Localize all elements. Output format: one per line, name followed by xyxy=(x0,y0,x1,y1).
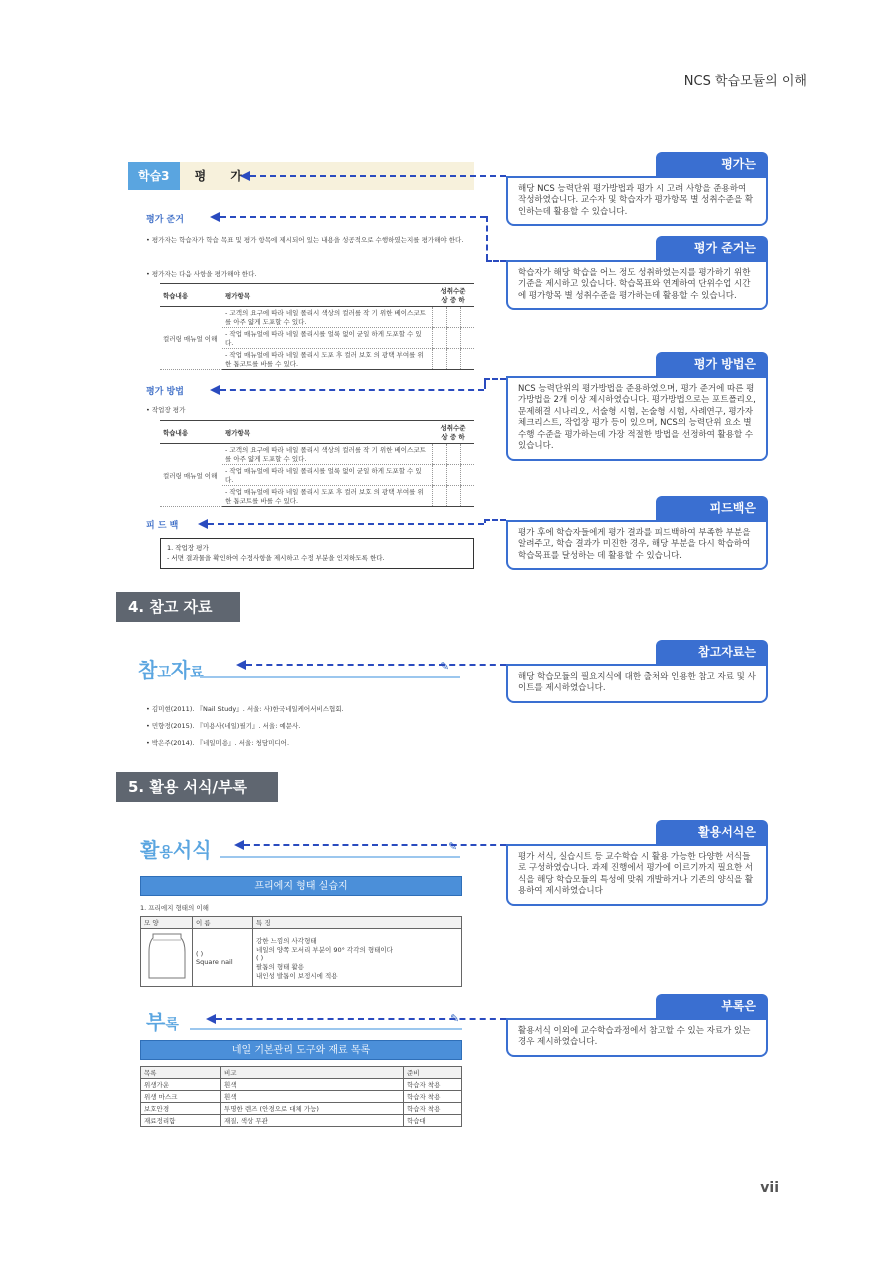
feedback-box xyxy=(160,538,474,569)
form-table: 모 양 이 름 특 징 ( ) Square nail 강한 느낌의 사각형태 네일의 양쪽 모서리 부분이 90° 각각의 형태이다 ( ) 팔톱의 형태 활용 내인성 발톱이 보정시에 적용 xyxy=(140,916,462,987)
arrow-icon xyxy=(198,519,208,529)
reference-item: • 김미현(2011). 『Nail Study』. 서울: 사)한국네일케어서비스협회. xyxy=(146,705,344,713)
arrow-icon xyxy=(240,171,250,181)
col-level: 성취수준 xyxy=(440,287,466,295)
nail-name-cell: ( ) Square nail xyxy=(193,929,253,987)
table-row: - 작업 매뉴얼에 따라 네일 폴리시를 얼룩 없이 균일 하게 도포할 수 있다. xyxy=(222,465,432,486)
pencil-icon: ✎ xyxy=(450,1012,460,1025)
table-row: 재료정리함 재질, 색상 무관 학습대 xyxy=(141,1115,462,1127)
table-content-cell: 컬러링 매뉴얼 이해 xyxy=(160,307,222,370)
criteria-bullet-1: • 평가자는 학습자가 학습 목표 및 평가 항목에 제시되어 있는 내용을 성공적으로 수행하였는지를 평가해야 한다. xyxy=(146,236,464,244)
reference-item: • 민향정(2015). 『미용사(네일)필기』. 서울: 예문사. xyxy=(146,722,301,730)
table-row: - 고객의 요구에 따라 네일 폴리시 색상의 컬러를 작 기 위한 베이스코트를 아주 얇게 도포할 수 있다. xyxy=(222,444,432,465)
table-row: - 작업 매뉴얼에 따라 네일 폴리시 도포 후 컬러 보호 의 광택 부여를 위한 톱코트를 바를 수 있다. xyxy=(222,486,432,507)
feedback-label: 피 드 백 xyxy=(146,521,179,531)
col-levels: 상 중 하 xyxy=(441,433,465,441)
form-underline xyxy=(220,856,460,858)
callout-box-appendix: 활용서식 이외에 교수학습과정에서 참고할 수 있는 자료가 있는 경우 제시하였습니다. xyxy=(506,1018,768,1057)
connector-references xyxy=(246,664,506,666)
form-caption: 1. 프리에지 형태의 이해 xyxy=(140,904,209,912)
section-4-heading: 4. 참고 자료 xyxy=(116,592,240,622)
connector-forms xyxy=(244,844,506,846)
feedback-line-2: - 서면 결과물을 확인하여 수정사항을 제시하고 수정 부분을 인지하도록 한다. xyxy=(167,554,385,563)
appendix-underline xyxy=(190,1028,462,1030)
table-row: 위생가운 흰색 학습자 착용 xyxy=(141,1079,462,1091)
callout-tab-method: 평가 방법은 xyxy=(656,352,768,376)
callout-box-forms: 평가 서식, 실습시트 등 교수학습 시 활용 가능한 다양한 서식들로 구성하였습니다. 과제 진행에서 평가에 이르기까지 필요한 서식을 해당 학습모듈의 특성에 맞춰 개발하거나 기존의 양식을 활용하여 제시하였습니다 xyxy=(506,844,768,906)
callout-tab-evaluation: 평가는 xyxy=(656,152,768,176)
connector-evaluation xyxy=(250,175,506,177)
callout-box-criteria: 학습자가 해당 학습을 어느 정도 성취하였는지를 평가하기 위한 기준을 제시하고 있습니다. 학습목표와 연계하여 단위수업 시간에 평가항목 별 성취수준을 평가하는데 활용할 수 있습니다. xyxy=(506,260,768,310)
callout-box-evaluation: 해당 NCS 능력단위 평가방법과 평가 시 고려 사항을 준용하여 작성하였습니다. 교수자 및 학습자가 평가항목 별 성취수준을 확인하는데 활용할 수 있습니다. xyxy=(506,176,768,226)
appendix-deco-title: 부록 xyxy=(146,1010,179,1034)
reference-item: • 박은주(2014). 『네일미용』. 서울: 청담미디어. xyxy=(146,739,290,747)
callout-box-references: 해당 학습모듈의 필요지식에 대한 출처와 인용한 참고 자료 및 사이트를 제시하였습니다. xyxy=(506,664,768,703)
feedback-line-1: 1. 작업장 평가 xyxy=(167,544,209,552)
references-deco-title: 참고자료 xyxy=(138,658,204,682)
table-row: - 고객의 요구에 따라 네일 폴리시 색상의 컬러를 작 기 위한 베이스코트를 아주 얇게 도포할 수 있다. xyxy=(222,307,432,328)
method-table xyxy=(160,420,474,507)
arrow-icon xyxy=(236,660,246,670)
col-item: 평가항목 xyxy=(222,421,432,444)
callout-tab-appendix: 부록은 xyxy=(656,994,768,1018)
criteria-table xyxy=(160,283,474,370)
table-row: - 작업 매뉴얼에 따라 네일 폴리시를 얼룩 없이 균일 하게 도포할 수 있다. xyxy=(222,328,432,349)
pencil-icon: ✎ xyxy=(448,840,458,853)
table-row: - 작업 매뉴얼에 따라 네일 폴리시 도포 후 컬러 보호 의 광택 부여를 위한 톱코트를 바를 수 있다. xyxy=(222,349,432,370)
square-nail-icon xyxy=(145,932,189,982)
section-5-heading: 5. 활용 서식/부록 xyxy=(116,772,278,802)
references-underline xyxy=(200,676,460,678)
callout-tab-references: 참고자료는 xyxy=(656,640,768,664)
callout-box-method: NCS 능력단위의 평가방법을 준용하였으며, 평가 준거에 따른 평가방법을 2개 이상 제시하였습니다. 평가방법으로는 포트폴리오, 문제해결 시나리오, 서술형 시험, 논술형 시험, 사례연구, 평가자 체크리스트, 작업장 평가 등이 있으며, NCS의 능력단위 요소 별 수행 수준을 평가하는데 가장 적절한 방법을 선정하여 활용할 수 있습니다. xyxy=(506,376,768,461)
connector-appendix xyxy=(216,1018,506,1020)
table-row: 위생 마스크 흰색 학습자 착용 xyxy=(141,1091,462,1103)
table-row: 보호안경 투명한 렌즈 (안경으로 대체 가능) 학습자 착용 xyxy=(141,1103,462,1115)
appendix-title-bar: 네일 기본관리 도구와 재료 목록 xyxy=(140,1040,462,1060)
col-level: 성취수준 xyxy=(440,424,466,432)
form-deco-title: 활용서식 xyxy=(140,838,212,862)
nail-features-cell: 강한 느낌의 사각형태 네일의 양쪽 모서리 부분이 90° 각각의 형태이다 ( ) 팔톱의 형태 활용 내인성 발톱이 보정시에 적용 xyxy=(253,929,462,987)
connector-criteria xyxy=(220,216,486,218)
arrow-icon xyxy=(206,1014,216,1024)
table-content-cell: 컬러링 매뉴얼 이해 xyxy=(160,444,222,507)
col-item: 평가항목 xyxy=(222,284,432,307)
nail-shape-illustration xyxy=(141,929,193,987)
col-content: 학습내용 xyxy=(160,421,222,444)
callout-tab-forms: 활용서식은 xyxy=(656,820,768,844)
connector-method xyxy=(220,389,484,391)
criteria-label: 평가 준거 xyxy=(146,215,184,225)
learning-badge: 학습3 xyxy=(128,162,180,190)
arrow-icon xyxy=(210,212,220,222)
criteria-bullet-2: • 평가자는 다음 사항을 평가해야 한다. xyxy=(146,270,257,278)
callout-tab-feedback: 피드백은 xyxy=(656,496,768,520)
callout-tab-criteria: 평가 준거는 xyxy=(656,236,768,260)
form-title-bar: 프리에지 형태 실습지 xyxy=(140,876,462,896)
callout-box-feedback: 평가 후에 학습자들에게 평가 결과를 피드백하여 부족한 부분을 알려주고, 학습 결과가 미진한 경우, 해당 부분을 다시 학습하여 학습목표를 달성하는 데 활용할 수 있습니다. xyxy=(506,520,768,570)
pencil-icon: ✎ xyxy=(440,660,450,673)
col-levels: 상 중 하 xyxy=(441,296,465,304)
page-number: vii xyxy=(760,1180,779,1196)
appendix-table: 목록 비고 준비 위생가운 흰색 학습자 착용 위생 마스크 흰색 학습자 착용 보호안경 투명한 렌즈 (안경으로 대체 가능) 학습자 착용 재료정리함 재질, 색상 무관 학습대 xyxy=(140,1066,462,1127)
col-content: 학습내용 xyxy=(160,284,222,307)
arrow-icon xyxy=(210,385,220,395)
method-bullet: • 작업장 평가 xyxy=(146,406,186,414)
connector-feedback xyxy=(208,523,484,525)
learning-name: 평 가 xyxy=(194,169,253,183)
arrow-icon xyxy=(234,840,244,850)
method-label: 평가 방법 xyxy=(146,387,184,397)
page-header-title: NCS 학습모듈의 이해 xyxy=(683,74,807,89)
